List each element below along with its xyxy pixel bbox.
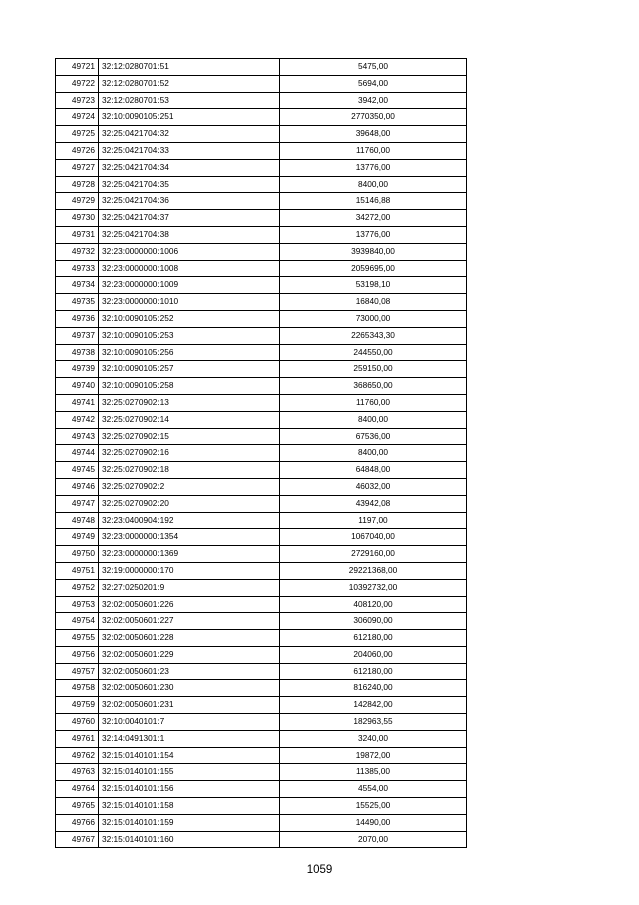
row-number-cell: 49745: [56, 462, 99, 479]
amount-cell: 3942,00: [280, 92, 467, 109]
cadastral-number-cell: 32:25:0270902:13: [99, 394, 280, 411]
table-row: [56, 226, 467, 243]
table-row: [56, 462, 467, 479]
row-number-cell: 49735: [56, 294, 99, 311]
cadastral-number-cell: 32:15:0140101:160: [99, 831, 280, 848]
row-number-cell: 49766: [56, 814, 99, 831]
table-row: [56, 663, 467, 680]
amount-cell: 43942,08: [280, 495, 467, 512]
amount-cell: 8400,00: [280, 411, 467, 428]
cadastral-number-cell: 32:25:0270902:18: [99, 462, 280, 479]
cadastral-number-cell: 32:10:0090105:251: [99, 109, 280, 126]
table-row: [56, 310, 467, 327]
table-row: [56, 142, 467, 159]
amount-cell: 2070,00: [280, 831, 467, 848]
cadastral-number-cell: 32:25:0270902:14: [99, 411, 280, 428]
data-table: [55, 58, 467, 848]
table-row: [56, 260, 467, 277]
row-number-cell: 49751: [56, 562, 99, 579]
row-number-cell: 49737: [56, 327, 99, 344]
amount-cell: 306090,00: [280, 613, 467, 630]
cadastral-number-cell: 32:14:0491301:1: [99, 730, 280, 747]
amount-cell: 2729160,00: [280, 546, 467, 563]
table-row: [56, 495, 467, 512]
table-row: [56, 327, 467, 344]
row-number-cell: 49760: [56, 714, 99, 731]
cadastral-number-cell: 32:25:0270902:2: [99, 478, 280, 495]
amount-cell: 142842,00: [280, 697, 467, 714]
row-number-cell: 49726: [56, 142, 99, 159]
amount-cell: 3240,00: [280, 730, 467, 747]
cadastral-number-cell: 32:25:0421704:38: [99, 226, 280, 243]
cadastral-number-cell: 32:25:0270902:16: [99, 445, 280, 462]
row-number-cell: 49724: [56, 109, 99, 126]
table-row: [56, 579, 467, 596]
amount-cell: 29221368,00: [280, 562, 467, 579]
amount-cell: 2265343,30: [280, 327, 467, 344]
cadastral-number-cell: 32:15:0140101:155: [99, 764, 280, 781]
amount-cell: 182963,55: [280, 714, 467, 731]
table-row: [56, 428, 467, 445]
table-row: [56, 512, 467, 529]
amount-cell: 612180,00: [280, 663, 467, 680]
table-row: [56, 92, 467, 109]
amount-cell: 816240,00: [280, 680, 467, 697]
cadastral-number-cell: 32:02:0050601:23: [99, 663, 280, 680]
amount-cell: 15146,88: [280, 193, 467, 210]
table-row: [56, 344, 467, 361]
table-row: [56, 747, 467, 764]
table-row: [56, 831, 467, 848]
amount-cell: 204060,00: [280, 646, 467, 663]
table-row: [56, 478, 467, 495]
cadastral-number-cell: 32:12:0280701:51: [99, 59, 280, 76]
row-number-cell: 49725: [56, 126, 99, 143]
amount-cell: 259150,00: [280, 361, 467, 378]
table-row: [56, 378, 467, 395]
table-row: [56, 210, 467, 227]
amount-cell: 1067040,00: [280, 529, 467, 546]
row-number-cell: 49753: [56, 596, 99, 613]
cadastral-number-cell: 32:23:0400904:192: [99, 512, 280, 529]
cadastral-number-cell: 32:23:0000000:1369: [99, 546, 280, 563]
table-row: [56, 630, 467, 647]
row-number-cell: 49722: [56, 75, 99, 92]
row-number-cell: 49761: [56, 730, 99, 747]
row-number-cell: 49743: [56, 428, 99, 445]
table-row: [56, 176, 467, 193]
row-number-cell: 49756: [56, 646, 99, 663]
amount-cell: 39648,00: [280, 126, 467, 143]
row-number-cell: 49727: [56, 159, 99, 176]
row-number-cell: 49752: [56, 579, 99, 596]
row-number-cell: 49762: [56, 747, 99, 764]
row-number-cell: 49738: [56, 344, 99, 361]
cadastral-number-cell: 32:23:0000000:1009: [99, 277, 280, 294]
row-number-cell: 49740: [56, 378, 99, 395]
cadastral-number-cell: 32:10:0090105:256: [99, 344, 280, 361]
cadastral-number-cell: 32:23:0000000:1006: [99, 243, 280, 260]
cadastral-number-cell: 32:23:0000000:1354: [99, 529, 280, 546]
table-row: [56, 277, 467, 294]
row-number-cell: 49747: [56, 495, 99, 512]
row-number-cell: 49750: [56, 546, 99, 563]
cadastral-number-cell: 32:10:0090105:252: [99, 310, 280, 327]
table-row: [56, 730, 467, 747]
cadastral-number-cell: 32:27:0250201:9: [99, 579, 280, 596]
cadastral-number-cell: 32:25:0421704:34: [99, 159, 280, 176]
row-number-cell: 49734: [56, 277, 99, 294]
table-body: [56, 59, 467, 848]
table-row: [56, 75, 467, 92]
table-row: [56, 159, 467, 176]
amount-cell: 15525,00: [280, 798, 467, 815]
cadastral-number-cell: 32:19:0000000:170: [99, 562, 280, 579]
row-number-cell: 49742: [56, 411, 99, 428]
table-row: [56, 562, 467, 579]
table-row: [56, 697, 467, 714]
amount-cell: 67536,00: [280, 428, 467, 445]
row-number-cell: 49739: [56, 361, 99, 378]
cadastral-number-cell: 32:25:0421704:35: [99, 176, 280, 193]
table-row: [56, 193, 467, 210]
cadastral-number-cell: 32:25:0421704:37: [99, 210, 280, 227]
table-row: [56, 714, 467, 731]
cadastral-number-cell: 32:02:0050601:228: [99, 630, 280, 647]
amount-cell: 11760,00: [280, 142, 467, 159]
cadastral-number-cell: 32:02:0050601:231: [99, 697, 280, 714]
row-number-cell: 49736: [56, 310, 99, 327]
row-number-cell: 49746: [56, 478, 99, 495]
cadastral-number-cell: 32:10:0090105:258: [99, 378, 280, 395]
cadastral-number-cell: 32:15:0140101:154: [99, 747, 280, 764]
row-number-cell: 49723: [56, 92, 99, 109]
amount-cell: 11760,00: [280, 394, 467, 411]
amount-cell: 10392732,00: [280, 579, 467, 596]
row-number-cell: 49755: [56, 630, 99, 647]
amount-cell: 13776,00: [280, 159, 467, 176]
amount-cell: 5694,00: [280, 75, 467, 92]
amount-cell: 8400,00: [280, 445, 467, 462]
amount-cell: 53198,10: [280, 277, 467, 294]
cadastral-number-cell: 32:02:0050601:227: [99, 613, 280, 630]
row-number-cell: 49767: [56, 831, 99, 848]
amount-cell: 3939840,00: [280, 243, 467, 260]
row-number-cell: 49728: [56, 176, 99, 193]
page-number: 1059: [306, 864, 333, 876]
table-row: [56, 529, 467, 546]
table-row: [56, 546, 467, 563]
cadastral-number-cell: 32:02:0050601:229: [99, 646, 280, 663]
table-row: [56, 59, 467, 76]
amount-cell: 64848,00: [280, 462, 467, 479]
row-number-cell: 49758: [56, 680, 99, 697]
cadastral-number-cell: 32:15:0140101:156: [99, 781, 280, 798]
cadastral-number-cell: 32:25:0421704:36: [99, 193, 280, 210]
amount-cell: 13776,00: [280, 226, 467, 243]
amount-cell: 19872,00: [280, 747, 467, 764]
cadastral-number-cell: 32:15:0140101:159: [99, 814, 280, 831]
row-number-cell: 49731: [56, 226, 99, 243]
table-row: [56, 411, 467, 428]
row-number-cell: 49764: [56, 781, 99, 798]
table-row: [56, 243, 467, 260]
amount-cell: 73000,00: [280, 310, 467, 327]
amount-cell: 8400,00: [280, 176, 467, 193]
row-number-cell: 49749: [56, 529, 99, 546]
amount-cell: 2059695,00: [280, 260, 467, 277]
amount-cell: 2770350,00: [280, 109, 467, 126]
table-row: [56, 798, 467, 815]
amount-cell: 34272,00: [280, 210, 467, 227]
table-row: [56, 126, 467, 143]
cadastral-number-cell: 32:12:0280701:52: [99, 75, 280, 92]
cadastral-number-cell: 32:25:0270902:20: [99, 495, 280, 512]
table-row: [56, 109, 467, 126]
table-row: [56, 394, 467, 411]
cadastral-number-cell: 32:25:0270902:15: [99, 428, 280, 445]
cadastral-number-cell: 32:12:0280701:53: [99, 92, 280, 109]
row-number-cell: 49754: [56, 613, 99, 630]
cadastral-number-cell: 32:23:0000000:1010: [99, 294, 280, 311]
row-number-cell: 49765: [56, 798, 99, 815]
table-row: [56, 764, 467, 781]
cadastral-number-cell: 32:10:0040101:7: [99, 714, 280, 731]
amount-cell: 14490,00: [280, 814, 467, 831]
cadastral-number-cell: 32:02:0050601:226: [99, 596, 280, 613]
cadastral-number-cell: 32:15:0140101:158: [99, 798, 280, 815]
row-number-cell: 49748: [56, 512, 99, 529]
table-row: [56, 596, 467, 613]
table-row: [56, 781, 467, 798]
table-row: [56, 361, 467, 378]
amount-cell: 4554,00: [280, 781, 467, 798]
cadastral-number-cell: 32:10:0090105:253: [99, 327, 280, 344]
amount-cell: 1197,00: [280, 512, 467, 529]
amount-cell: 16840,08: [280, 294, 467, 311]
cadastral-number-cell: 32:25:0421704:32: [99, 126, 280, 143]
amount-cell: 244550,00: [280, 344, 467, 361]
cadastral-number-cell: 32:02:0050601:230: [99, 680, 280, 697]
row-number-cell: 49763: [56, 764, 99, 781]
row-number-cell: 49730: [56, 210, 99, 227]
amount-cell: 408120,00: [280, 596, 467, 613]
amount-cell: 11385,00: [280, 764, 467, 781]
cadastral-number-cell: 32:25:0421704:33: [99, 142, 280, 159]
row-number-cell: 49757: [56, 663, 99, 680]
row-number-cell: 49732: [56, 243, 99, 260]
row-number-cell: 49744: [56, 445, 99, 462]
table-row: [56, 294, 467, 311]
table-row: [56, 646, 467, 663]
amount-cell: 368650,00: [280, 378, 467, 395]
table-row: [56, 814, 467, 831]
row-number-cell: 49721: [56, 59, 99, 76]
amount-cell: 5475,00: [280, 59, 467, 76]
table-row: [56, 445, 467, 462]
row-number-cell: 49729: [56, 193, 99, 210]
row-number-cell: 49741: [56, 394, 99, 411]
amount-cell: 612180,00: [280, 630, 467, 647]
table-row: [56, 680, 467, 697]
cadastral-number-cell: 32:10:0090105:257: [99, 361, 280, 378]
row-number-cell: 49733: [56, 260, 99, 277]
row-number-cell: 49759: [56, 697, 99, 714]
table-row: [56, 613, 467, 630]
cadastral-number-cell: 32:23:0000000:1008: [99, 260, 280, 277]
amount-cell: 46032,00: [280, 478, 467, 495]
